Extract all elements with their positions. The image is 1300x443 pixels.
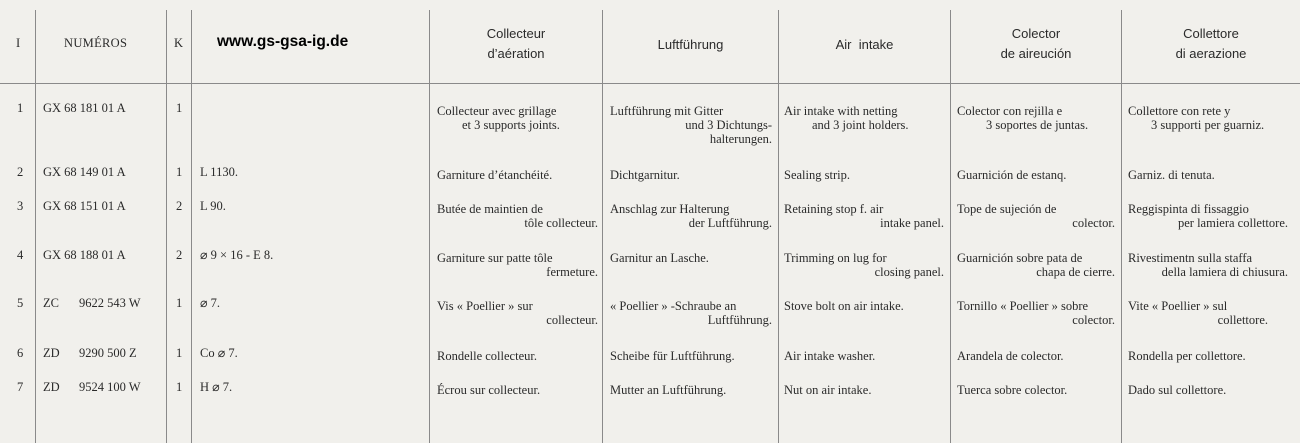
quantity-k: 2 bbox=[176, 248, 183, 262]
desc-it: Rondella per collettore. bbox=[1128, 349, 1246, 363]
desc-line: « Poellier » -Schraube an bbox=[610, 299, 737, 313]
reference: ⌀ 9 × 16 - E 8. bbox=[200, 248, 274, 262]
reference: L 90. bbox=[200, 199, 226, 213]
desc-line: colector. bbox=[1072, 216, 1115, 230]
desc-en: Air intake washer. bbox=[784, 349, 876, 363]
desc-line: Retaining stop f. air bbox=[784, 202, 884, 216]
part-prefix: ZC bbox=[43, 296, 59, 310]
desc-line: Vis « Poellier » sur bbox=[437, 299, 533, 313]
part-number: GX 68 181 01 A bbox=[43, 101, 126, 115]
desc-es bbox=[957, 104, 1088, 132]
desc-line: Tornillo « Poellier » sobre bbox=[957, 299, 1089, 313]
reference: Co ⌀ 7. bbox=[200, 346, 238, 360]
row-index: 6 bbox=[17, 346, 24, 360]
quantity-k: 1 bbox=[176, 165, 183, 179]
desc-es: Guarnición de estanq. bbox=[957, 168, 1067, 182]
header-lang-es-line: de aireución bbox=[1000, 46, 1072, 61]
desc-fr bbox=[437, 251, 598, 279]
desc-line: Guarnición sobre pata de bbox=[957, 251, 1083, 265]
column-divider bbox=[602, 10, 603, 443]
column-divider bbox=[35, 10, 36, 443]
website-watermark: www.gs-gsa-ig.de bbox=[217, 33, 349, 50]
desc-line: halterungen. bbox=[709, 132, 772, 146]
desc-it: Garniz. di tenuta. bbox=[1128, 168, 1215, 182]
row-index: 5 bbox=[17, 296, 24, 310]
desc-line: della lamiera di chiusura. bbox=[1161, 265, 1288, 279]
desc-line: et 3 supports joints. bbox=[462, 118, 560, 132]
desc-line: der Luftführung. bbox=[688, 216, 772, 230]
desc-en bbox=[784, 202, 944, 230]
desc-de: Mutter an Luftführung. bbox=[610, 383, 727, 397]
part-prefix: ZD bbox=[43, 380, 60, 394]
desc-en: Nut on air intake. bbox=[784, 383, 872, 397]
desc-line: 3 supporti per guarniz. bbox=[1151, 118, 1265, 132]
part-number: 9622 543 W bbox=[79, 296, 141, 310]
desc-fr bbox=[437, 202, 598, 230]
quantity-k: 1 bbox=[176, 101, 183, 115]
header-lang-it-line: Collettore bbox=[1183, 26, 1239, 41]
desc-line: Trimming on lug for bbox=[784, 251, 887, 265]
desc-es bbox=[957, 299, 1115, 327]
row-index: 4 bbox=[17, 248, 24, 262]
header-lang-it bbox=[1122, 24, 1300, 64]
reference: ⌀ 7. bbox=[200, 296, 221, 310]
part-number: 9524 100 W bbox=[79, 380, 141, 394]
desc-line: tôle collecteur. bbox=[524, 216, 598, 230]
desc-line: Collettore con rete y bbox=[1128, 104, 1231, 118]
desc-de: Dichtgarnitur. bbox=[610, 168, 680, 182]
header-lang-es-line: Colector bbox=[1011, 26, 1061, 41]
desc-line: chapa de cierre. bbox=[1036, 265, 1115, 279]
header-lang-fr-line: d’aération bbox=[487, 46, 545, 61]
desc-line: collettore. bbox=[1217, 313, 1268, 327]
desc-line: Colector con rejilla e bbox=[957, 104, 1063, 118]
desc-line: closing panel. bbox=[874, 265, 944, 279]
reference: H ⌀ 7. bbox=[200, 380, 233, 394]
desc-en bbox=[784, 104, 909, 132]
header-lang-fr bbox=[430, 24, 602, 64]
desc-it bbox=[1128, 104, 1264, 132]
desc-line: intake panel. bbox=[880, 216, 944, 230]
desc-de bbox=[610, 104, 772, 146]
desc-es: Arandela de colector. bbox=[957, 349, 1064, 363]
desc-line: Vite « Poellier » sul bbox=[1128, 299, 1228, 313]
column-divider bbox=[950, 10, 951, 443]
desc-de: Scheibe für Luftführung. bbox=[610, 349, 735, 363]
desc-line: Luftführung. bbox=[707, 313, 772, 327]
desc-line: Luftführung mit Gitter bbox=[610, 104, 724, 118]
desc-en: Stove bolt on air intake. bbox=[784, 299, 904, 313]
quantity-k: 1 bbox=[176, 296, 183, 310]
desc-en: Sealing strip. bbox=[784, 168, 850, 182]
row-index: 3 bbox=[17, 199, 24, 213]
desc-it bbox=[1128, 299, 1268, 327]
desc-line: 3 soportes de juntas. bbox=[986, 118, 1089, 132]
part-number: GX 68 151 01 A bbox=[43, 199, 126, 213]
desc-line: collecteur. bbox=[546, 313, 598, 327]
desc-line: Rivestimentn sulla staffa bbox=[1128, 251, 1253, 265]
desc-line: Collecteur avec grillage bbox=[437, 104, 557, 118]
row-index: 7 bbox=[17, 380, 24, 394]
row-index: 1 bbox=[17, 101, 24, 115]
row-index: 2 bbox=[17, 165, 24, 179]
desc-line: und 3 Dichtungs- bbox=[685, 118, 772, 132]
header-lang-it-line: di aerazione bbox=[1175, 46, 1247, 61]
desc-es bbox=[957, 202, 1115, 230]
desc-line: per lamiera collettore. bbox=[1177, 216, 1288, 230]
desc-fr: Écrou sur collecteur. bbox=[437, 383, 541, 397]
header-lang-es bbox=[951, 24, 1121, 64]
desc-fr: Rondelle collecteur. bbox=[437, 349, 537, 363]
header-col-i: I bbox=[16, 36, 21, 50]
desc-it: Dado sul collettore. bbox=[1128, 383, 1227, 397]
header-divider bbox=[0, 83, 1300, 84]
reference: L 1130. bbox=[200, 165, 238, 179]
desc-de bbox=[610, 299, 772, 327]
header-lang-en: Air intake bbox=[835, 37, 894, 52]
header-col-k: K bbox=[174, 36, 184, 50]
desc-de: Garnitur an Lasche. bbox=[610, 251, 709, 265]
desc-fr: Garniture d’étanchéité. bbox=[437, 168, 553, 182]
header-col-numeros: NUMÉROS bbox=[64, 36, 128, 50]
desc-es: Tuerca sobre colector. bbox=[957, 383, 1068, 397]
part-prefix: ZD bbox=[43, 346, 60, 360]
desc-line: colector. bbox=[1072, 313, 1115, 327]
desc-es bbox=[957, 251, 1115, 279]
desc-line: Butée de maintien de bbox=[437, 202, 543, 216]
header-lang-de: Luftführung bbox=[657, 37, 724, 52]
desc-fr bbox=[437, 104, 560, 132]
quantity-k: 1 bbox=[176, 346, 183, 360]
part-number: GX 68 188 01 A bbox=[43, 248, 126, 262]
part-number: GX 68 149 01 A bbox=[43, 165, 126, 179]
column-divider bbox=[778, 10, 779, 443]
column-divider bbox=[1121, 10, 1122, 443]
desc-line: Tope de sujeción de bbox=[957, 202, 1057, 216]
desc-line: Air intake with netting bbox=[784, 104, 898, 118]
desc-it bbox=[1128, 202, 1288, 230]
desc-fr bbox=[437, 299, 598, 327]
column-divider bbox=[429, 10, 430, 443]
desc-line: Reggispinta di fissaggio bbox=[1128, 202, 1249, 216]
column-divider bbox=[166, 10, 167, 443]
quantity-k: 2 bbox=[176, 199, 183, 213]
desc-de bbox=[610, 202, 772, 230]
header-lang-fr-line: Collecteur bbox=[486, 26, 546, 41]
desc-line: Garniture sur patte tôle bbox=[437, 251, 553, 265]
desc-it bbox=[1128, 251, 1288, 279]
desc-line: fermeture. bbox=[546, 265, 598, 279]
part-number: 9290 500 Z bbox=[79, 346, 137, 360]
desc-en bbox=[784, 251, 944, 279]
desc-line: Anschlag zur Halterung bbox=[610, 202, 730, 216]
quantity-k: 1 bbox=[176, 380, 183, 394]
column-divider bbox=[191, 10, 192, 443]
desc-line: and 3 joint holders. bbox=[812, 118, 909, 132]
